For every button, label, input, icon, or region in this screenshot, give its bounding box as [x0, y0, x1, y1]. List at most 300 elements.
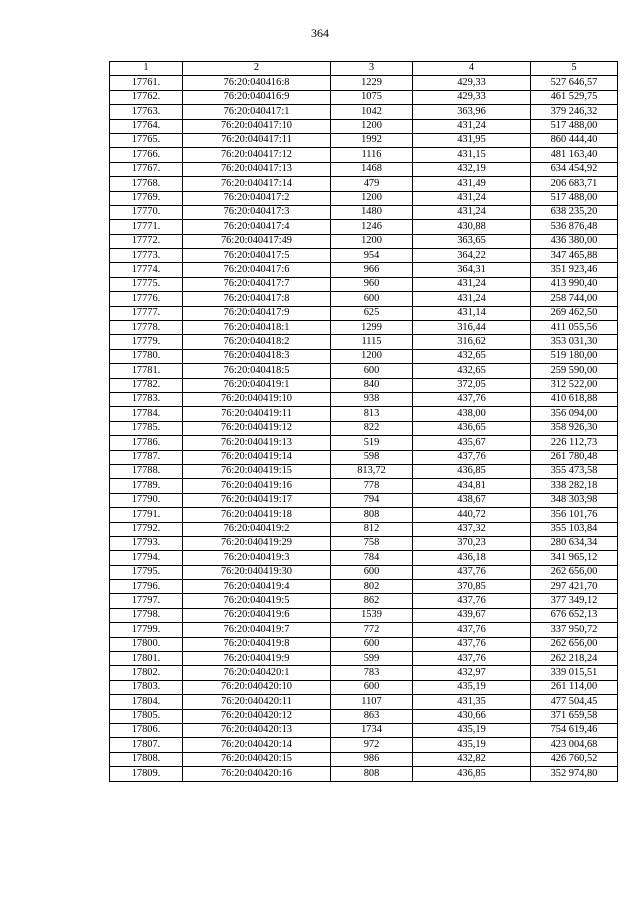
value-cell: 206 683,71 [531, 177, 618, 191]
table-row [110, 220, 618, 234]
rate-cell: 363,65 [413, 234, 531, 248]
cadastral-number-cell: 76:20:040416:9 [183, 90, 331, 104]
area-cell: 822 [331, 421, 413, 435]
row-number-cell: 17776. [110, 292, 183, 306]
rate-cell: 431,24 [413, 191, 531, 205]
value-cell: 348 303,98 [531, 493, 618, 507]
area-cell: 862 [331, 594, 413, 608]
cadastral-number-cell: 76:20:040419:16 [183, 479, 331, 493]
rate-cell: 438,67 [413, 493, 531, 507]
row-number-cell: 17767. [110, 162, 183, 176]
cadastral-number-cell: 76:20:040419:9 [183, 652, 331, 666]
value-cell: 634 454,92 [531, 162, 618, 176]
value-cell: 461 529,75 [531, 90, 618, 104]
cadastral-number-cell: 76:20:040419:1 [183, 378, 331, 392]
table-row [110, 292, 618, 306]
cadastral-number-cell: 76:20:040419:3 [183, 551, 331, 565]
rate-cell: 432,65 [413, 349, 531, 363]
rate-cell: 431,14 [413, 306, 531, 320]
row-number-cell: 17799. [110, 623, 183, 637]
value-cell: 371 659,58 [531, 709, 618, 723]
value-cell: 341 965,12 [531, 551, 618, 565]
area-cell: 600 [331, 292, 413, 306]
cadastral-number-cell: 76:20:040418:2 [183, 335, 331, 349]
table-row [110, 277, 618, 291]
row-number-cell: 17807. [110, 738, 183, 752]
table-row [110, 162, 618, 176]
value-cell: 352 974,80 [531, 767, 618, 781]
value-cell: 410 618,88 [531, 392, 618, 406]
area-cell: 1246 [331, 220, 413, 234]
table-row [110, 551, 618, 565]
area-cell: 938 [331, 392, 413, 406]
row-number-cell: 17806. [110, 723, 183, 737]
table-row [110, 493, 618, 507]
value-cell: 481 163,40 [531, 148, 618, 162]
cadastral-number-cell: 76:20:040418:1 [183, 321, 331, 335]
table-row [110, 723, 618, 737]
value-cell: 353 031,30 [531, 335, 618, 349]
table-row [110, 522, 618, 536]
row-number-cell: 17774. [110, 263, 183, 277]
area-cell: 813 [331, 407, 413, 421]
cadastral-number-cell: 76:20:040417:5 [183, 249, 331, 263]
value-cell: 355 473,58 [531, 464, 618, 478]
area-cell: 519 [331, 436, 413, 450]
row-number-cell: 17803. [110, 680, 183, 694]
rate-cell: 432,19 [413, 162, 531, 176]
cadastral-number-cell: 76:20:040417:1 [183, 105, 331, 119]
row-number-cell: 17800. [110, 637, 183, 651]
table-row [110, 436, 618, 450]
row-number-cell: 17781. [110, 364, 183, 378]
row-number-cell: 17795. [110, 565, 183, 579]
value-cell: 351 923,46 [531, 263, 618, 277]
table-row [110, 378, 618, 392]
table-row [110, 464, 618, 478]
value-cell: 436 380,00 [531, 234, 618, 248]
cadastral-number-cell: 76:20:040420:11 [183, 695, 331, 709]
value-cell: 379 246,32 [531, 105, 618, 119]
cadastral-number-cell: 76:20:040419:30 [183, 565, 331, 579]
rate-cell: 430,88 [413, 220, 531, 234]
rate-cell: 431,95 [413, 133, 531, 147]
column-header-5: 5 [531, 62, 618, 76]
value-cell: 754 619,46 [531, 723, 618, 737]
row-number-cell: 17796. [110, 580, 183, 594]
rate-cell: 370,23 [413, 536, 531, 550]
table-row [110, 536, 618, 550]
row-number-cell: 17786. [110, 436, 183, 450]
rate-cell: 372,05 [413, 378, 531, 392]
value-cell: 280 634,34 [531, 536, 618, 550]
row-number-cell: 17788. [110, 464, 183, 478]
rate-cell: 316,44 [413, 321, 531, 335]
value-cell: 358 926,30 [531, 421, 618, 435]
cadastral-number-cell: 76:20:040419:2 [183, 522, 331, 536]
row-number-cell: 17763. [110, 105, 183, 119]
area-cell: 783 [331, 666, 413, 680]
rate-cell: 431,24 [413, 292, 531, 306]
row-number-cell: 17779. [110, 335, 183, 349]
row-number-cell: 17808. [110, 752, 183, 766]
row-number-cell: 17809. [110, 767, 183, 781]
value-cell: 258 744,00 [531, 292, 618, 306]
table-row [110, 580, 618, 594]
area-cell: 598 [331, 450, 413, 464]
row-number-cell: 17785. [110, 421, 183, 435]
rate-cell: 431,49 [413, 177, 531, 191]
rate-cell: 432,65 [413, 364, 531, 378]
table-row [110, 76, 618, 90]
area-cell: 986 [331, 752, 413, 766]
rate-cell: 437,76 [413, 637, 531, 651]
row-number-cell: 17782. [110, 378, 183, 392]
rate-cell: 430,66 [413, 709, 531, 723]
row-number-cell: 17780. [110, 349, 183, 363]
area-cell: 1992 [331, 133, 413, 147]
table-row [110, 652, 618, 666]
rate-cell: 440,72 [413, 508, 531, 522]
rate-cell: 364,22 [413, 249, 531, 263]
value-cell: 259 590,00 [531, 364, 618, 378]
table-row [110, 191, 618, 205]
rate-cell: 429,33 [413, 76, 531, 90]
area-cell: 812 [331, 522, 413, 536]
cadastral-number-cell: 76:20:040420:13 [183, 723, 331, 737]
rate-cell: 316,62 [413, 335, 531, 349]
rate-cell: 439,67 [413, 608, 531, 622]
table-row [110, 321, 618, 335]
cadastral-number-cell: 76:20:040419:17 [183, 493, 331, 507]
area-cell: 972 [331, 738, 413, 752]
table-row [110, 709, 618, 723]
value-cell: 262 656,00 [531, 637, 618, 651]
cadastral-table [109, 61, 618, 782]
area-cell: 840 [331, 378, 413, 392]
rate-cell: 435,19 [413, 738, 531, 752]
value-cell: 262 218,24 [531, 652, 618, 666]
cadastral-number-cell: 76:20:040417:3 [183, 205, 331, 219]
value-cell: 347 465,88 [531, 249, 618, 263]
cadastral-number-cell: 76:20:040419:6 [183, 608, 331, 622]
rate-cell: 363,96 [413, 105, 531, 119]
value-cell: 338 282,18 [531, 479, 618, 493]
area-cell: 778 [331, 479, 413, 493]
value-cell: 337 950,72 [531, 623, 618, 637]
table-row [110, 249, 618, 263]
table-row [110, 234, 618, 248]
row-number-cell: 17775. [110, 277, 183, 291]
cadastral-number-cell: 76:20:040420:14 [183, 738, 331, 752]
rate-cell: 437,76 [413, 623, 531, 637]
value-cell: 676 652,13 [531, 608, 618, 622]
cadastral-number-cell: 76:20:040420:12 [183, 709, 331, 723]
rate-cell: 435,67 [413, 436, 531, 450]
table-row [110, 767, 618, 781]
cadastral-number-cell: 76:20:040419:11 [183, 407, 331, 421]
row-number-cell: 17783. [110, 392, 183, 406]
area-cell: 1116 [331, 148, 413, 162]
area-cell: 1229 [331, 76, 413, 90]
value-cell: 269 462,50 [531, 306, 618, 320]
table-row [110, 479, 618, 493]
value-cell: 517 488,00 [531, 191, 618, 205]
row-number-cell: 17764. [110, 119, 183, 133]
row-number-cell: 17761. [110, 76, 183, 90]
row-number-cell: 17762. [110, 90, 183, 104]
table-row [110, 177, 618, 191]
row-number-cell: 17791. [110, 508, 183, 522]
area-cell: 600 [331, 364, 413, 378]
rate-cell: 437,76 [413, 594, 531, 608]
cadastral-number-cell: 76:20:040420:15 [183, 752, 331, 766]
area-cell: 1299 [331, 321, 413, 335]
rate-cell: 437,76 [413, 652, 531, 666]
table-row [110, 666, 618, 680]
rate-cell: 437,76 [413, 392, 531, 406]
table-row [110, 508, 618, 522]
cadastral-number-cell: 76:20:040419:4 [183, 580, 331, 594]
rate-cell: 434,81 [413, 479, 531, 493]
rate-cell: 438,00 [413, 407, 531, 421]
value-cell: 860 444,40 [531, 133, 618, 147]
area-cell: 1200 [331, 119, 413, 133]
table-row [110, 421, 618, 435]
area-cell: 600 [331, 565, 413, 579]
area-cell: 1107 [331, 695, 413, 709]
rate-cell: 435,19 [413, 680, 531, 694]
row-number-cell: 17789. [110, 479, 183, 493]
table-row [110, 148, 618, 162]
cadastral-number-cell: 76:20:040417:6 [183, 263, 331, 277]
value-cell: 261 114,00 [531, 680, 618, 694]
column-header-1: 1 [110, 62, 183, 76]
row-number-cell: 17773. [110, 249, 183, 263]
cadastral-number-cell: 76:20:040420:10 [183, 680, 331, 694]
value-cell: 536 876,48 [531, 220, 618, 234]
value-cell: 297 421,70 [531, 580, 618, 594]
rate-cell: 431,24 [413, 277, 531, 291]
rate-cell: 431,24 [413, 119, 531, 133]
area-cell: 1200 [331, 191, 413, 205]
value-cell: 312 522,00 [531, 378, 618, 392]
table-row [110, 680, 618, 694]
value-cell: 261 780,48 [531, 450, 618, 464]
area-cell: 1042 [331, 105, 413, 119]
rate-cell: 436,85 [413, 464, 531, 478]
area-cell: 758 [331, 536, 413, 550]
row-number-cell: 17784. [110, 407, 183, 421]
table-row [110, 335, 618, 349]
table-row [110, 306, 618, 320]
area-cell: 600 [331, 637, 413, 651]
row-number-cell: 17777. [110, 306, 183, 320]
table-row [110, 392, 618, 406]
area-cell: 772 [331, 623, 413, 637]
rate-cell: 431,35 [413, 695, 531, 709]
column-header-4: 4 [413, 62, 531, 76]
cadastral-number-cell: 76:20:040417:2 [183, 191, 331, 205]
row-number-cell: 17766. [110, 148, 183, 162]
rate-cell: 436,85 [413, 767, 531, 781]
area-cell: 625 [331, 306, 413, 320]
row-number-cell: 17778. [110, 321, 183, 335]
area-cell: 808 [331, 508, 413, 522]
value-cell: 519 180,00 [531, 349, 618, 363]
area-cell: 1075 [331, 90, 413, 104]
cadastral-number-cell: 76:20:040419:13 [183, 436, 331, 450]
area-cell: 1539 [331, 608, 413, 622]
cadastral-number-cell: 76:20:040417:7 [183, 277, 331, 291]
cadastral-number-cell: 76:20:040418:3 [183, 349, 331, 363]
value-cell: 477 504,45 [531, 695, 618, 709]
area-cell: 1115 [331, 335, 413, 349]
area-cell: 794 [331, 493, 413, 507]
area-cell: 599 [331, 652, 413, 666]
rate-cell: 437,76 [413, 450, 531, 464]
cadastral-number-cell: 76:20:040417:10 [183, 119, 331, 133]
table-row [110, 90, 618, 104]
row-number-cell: 17771. [110, 220, 183, 234]
row-number-cell: 17797. [110, 594, 183, 608]
cadastral-number-cell: 76:20:040417:12 [183, 148, 331, 162]
table-body [110, 76, 618, 781]
cadastral-number-cell: 76:20:040419:10 [183, 392, 331, 406]
row-number-cell: 17804. [110, 695, 183, 709]
row-number-cell: 17805. [110, 709, 183, 723]
value-cell: 226 112,73 [531, 436, 618, 450]
row-number-cell: 17765. [110, 133, 183, 147]
cadastral-number-cell: 76:20:040419:12 [183, 421, 331, 435]
table-row [110, 364, 618, 378]
area-cell: 966 [331, 263, 413, 277]
row-number-cell: 17787. [110, 450, 183, 464]
area-cell: 960 [331, 277, 413, 291]
rate-cell: 370,85 [413, 580, 531, 594]
area-cell: 863 [331, 709, 413, 723]
value-cell: 423 004,68 [531, 738, 618, 752]
table-row [110, 608, 618, 622]
row-number-cell: 17768. [110, 177, 183, 191]
table-header [110, 62, 618, 76]
table-row [110, 752, 618, 766]
row-number-cell: 17790. [110, 493, 183, 507]
cadastral-number-cell: 76:20:040417:11 [183, 133, 331, 147]
value-cell: 356 094,00 [531, 407, 618, 421]
value-cell: 355 103,84 [531, 522, 618, 536]
row-number-cell: 17793. [110, 536, 183, 550]
cadastral-number-cell: 76:20:040416:8 [183, 76, 331, 90]
area-cell: 479 [331, 177, 413, 191]
value-cell: 262 656,00 [531, 565, 618, 579]
area-cell: 1480 [331, 205, 413, 219]
area-cell: 1200 [331, 234, 413, 248]
column-header-2: 2 [183, 62, 331, 76]
row-number-cell: 17794. [110, 551, 183, 565]
table-row [110, 105, 618, 119]
table-row [110, 637, 618, 651]
rate-cell: 364,31 [413, 263, 531, 277]
cadastral-number-cell: 76:20:040417:49 [183, 234, 331, 248]
area-cell: 813,72 [331, 464, 413, 478]
table-row [110, 205, 618, 219]
rate-cell: 436,18 [413, 551, 531, 565]
cadastral-number-cell: 76:20:040420:1 [183, 666, 331, 680]
area-cell: 1200 [331, 349, 413, 363]
rate-cell: 436,65 [413, 421, 531, 435]
rate-cell: 432,82 [413, 752, 531, 766]
row-number-cell: 17769. [110, 191, 183, 205]
table-row [110, 349, 618, 363]
page-number: 364 [311, 26, 329, 40]
cadastral-number-cell: 76:20:040419:8 [183, 637, 331, 651]
table-row [110, 133, 618, 147]
value-cell: 426 760,52 [531, 752, 618, 766]
area-cell: 1468 [331, 162, 413, 176]
cadastral-number-cell: 76:20:040419:29 [183, 536, 331, 550]
rate-cell: 437,76 [413, 565, 531, 579]
area-cell: 808 [331, 767, 413, 781]
rate-cell: 431,15 [413, 148, 531, 162]
value-cell: 377 349,12 [531, 594, 618, 608]
cadastral-number-cell: 76:20:040417:8 [183, 292, 331, 306]
cadastral-number-cell: 76:20:040419:15 [183, 464, 331, 478]
area-cell: 802 [331, 580, 413, 594]
value-cell: 517 488,00 [531, 119, 618, 133]
area-cell: 954 [331, 249, 413, 263]
cadastral-number-cell: 76:20:040419:18 [183, 508, 331, 522]
table-row [110, 450, 618, 464]
table-row [110, 565, 618, 579]
rate-cell: 429,33 [413, 90, 531, 104]
cadastral-number-cell: 76:20:040418:5 [183, 364, 331, 378]
row-number-cell: 17801. [110, 652, 183, 666]
value-cell: 638 235,20 [531, 205, 618, 219]
table-row [110, 119, 618, 133]
area-cell: 1734 [331, 723, 413, 737]
rate-cell: 435,19 [413, 723, 531, 737]
table-row [110, 695, 618, 709]
rate-cell: 437,32 [413, 522, 531, 536]
value-cell: 356 101,76 [531, 508, 618, 522]
area-cell: 784 [331, 551, 413, 565]
cadastral-number-cell: 76:20:040417:14 [183, 177, 331, 191]
value-cell: 413 990,40 [531, 277, 618, 291]
area-cell: 600 [331, 680, 413, 694]
table-row [110, 263, 618, 277]
rate-cell: 432,97 [413, 666, 531, 680]
row-number-cell: 17802. [110, 666, 183, 680]
table-row [110, 623, 618, 637]
value-cell: 411 055,56 [531, 321, 618, 335]
table-row [110, 594, 618, 608]
rate-cell: 431,24 [413, 205, 531, 219]
cadastral-number-cell: 76:20:040417:9 [183, 306, 331, 320]
cadastral-number-cell: 76:20:040419:14 [183, 450, 331, 464]
row-number-cell: 17772. [110, 234, 183, 248]
cadastral-number-cell: 76:20:040417:4 [183, 220, 331, 234]
table-row [110, 407, 618, 421]
table-row [110, 738, 618, 752]
row-number-cell: 17792. [110, 522, 183, 536]
cadastral-number-cell: 76:20:040419:5 [183, 594, 331, 608]
row-number-cell: 17770. [110, 205, 183, 219]
row-number-cell: 17798. [110, 608, 183, 622]
cadastral-number-cell: 76:20:040420:16 [183, 767, 331, 781]
header-row [110, 62, 618, 76]
value-cell: 527 646,57 [531, 76, 618, 90]
